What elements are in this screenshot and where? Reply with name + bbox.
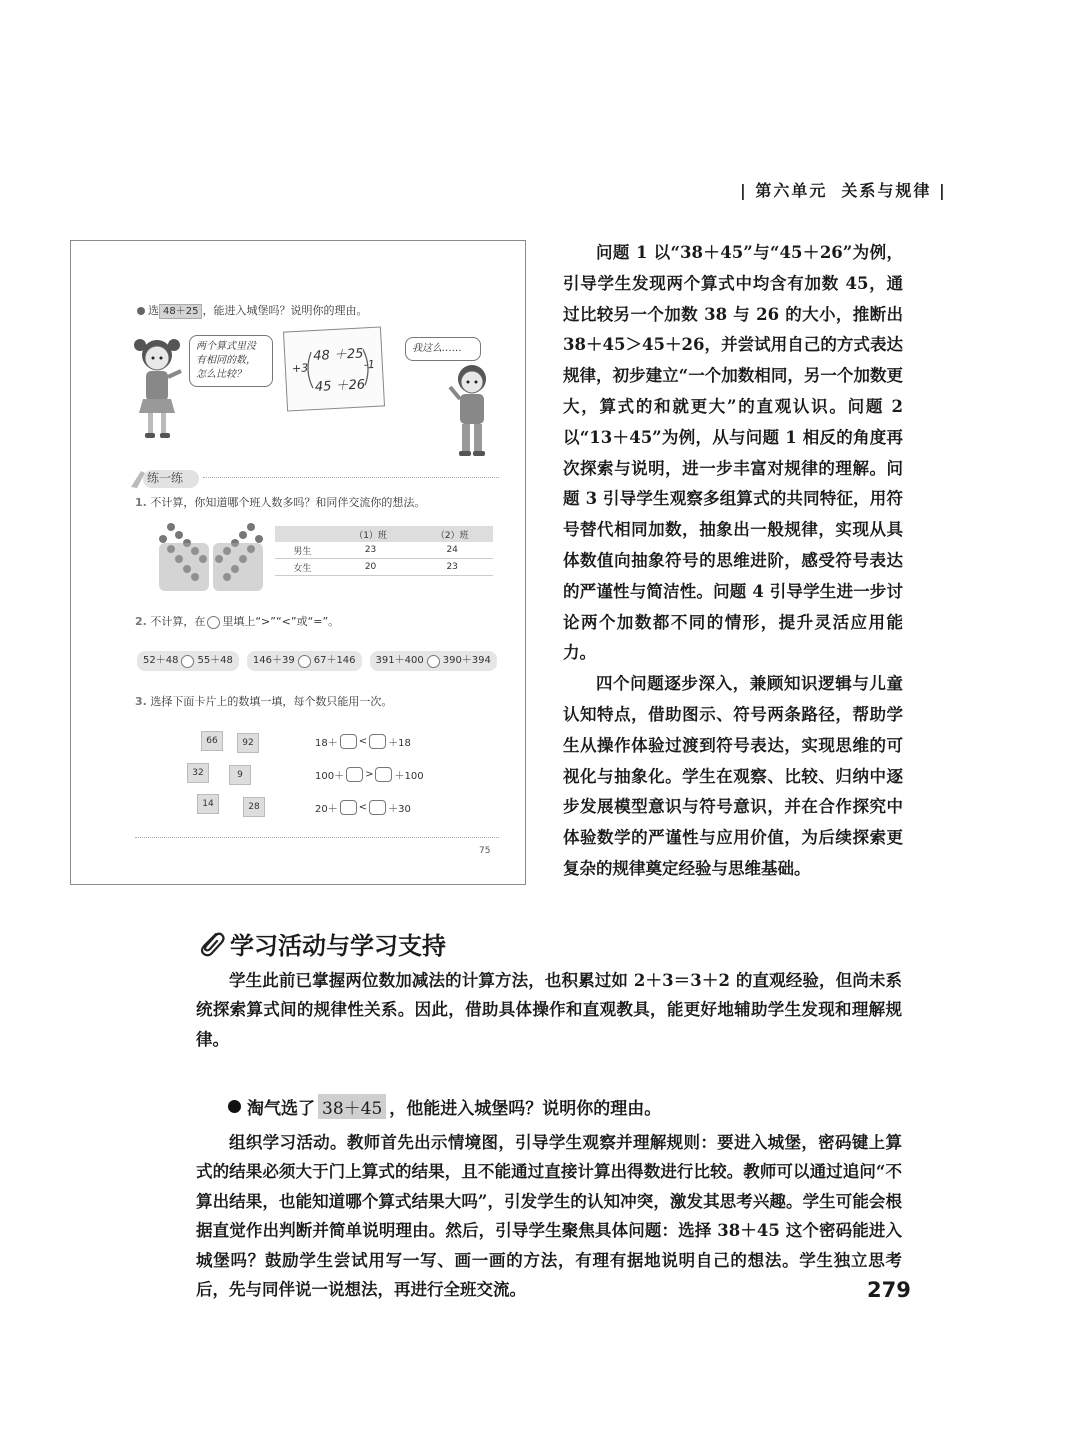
page-number: 279 [867, 1278, 911, 1302]
class-count-table [275, 526, 493, 576]
bracket-icon [303, 346, 375, 392]
table-header-row: （1）班 （2）班 [275, 526, 493, 542]
table-row: 男生 23 24 [275, 542, 493, 559]
commentary-paragraph: 问题 1 以“38＋45”与“45＋26”为例，引导学生发现两个算式中均含有加数 45，通过比较另一个加数 38 与 26 的大小，推断出 38＋45＞45＋26，并尝试用自己的方式表达规律，初步建立“一个加数相同，另一个加数更大，算式的和就更大”的直观认识。问题 2 以“13＋45”为例，从与问题 1 相反的角度再次探索与说明，进一步丰富对规律的理解。问题 3 引导学生观察多组算式的共同特征，用符号替代相同加数，抽象出一般规律，实现从具体数值向抽象符号的思维进阶，感受符号表达的严谨性与简洁性。问题 4 引导学生进一步讨论两个加数都不同的情形，提升灵活应用能力。 [563, 243, 903, 663]
answer-box[interactable] [375, 767, 392, 782]
boy-speech-bubble: 我这么…… [405, 337, 481, 361]
bullet-dot-icon [137, 307, 145, 315]
bullet-dot-icon [228, 1100, 241, 1113]
question-heading: 淘气选了 38＋45 ，他能进入城堡吗？说明你的理由。 [228, 1094, 661, 1119]
question-card: 38＋45 [318, 1094, 386, 1119]
textbook-page-image [70, 240, 526, 885]
number-card: 32 [187, 763, 209, 783]
answer-box[interactable] [369, 800, 386, 815]
commentary-text [563, 238, 903, 885]
header-unit: 第六单元 [755, 181, 828, 200]
inset-question: 选 48＋25 ，能进入城堡吗？说明你的理由。 [137, 302, 367, 319]
inset-page-number: 75 [479, 846, 491, 856]
paperclip-icon [196, 928, 226, 958]
exercise-2-prompt: 2. 不计算，在 里填上“>”“<”或“=”。 [135, 615, 340, 628]
blank-circle-icon [207, 616, 220, 629]
comparison-item: 146＋39 67＋146 [247, 651, 362, 671]
number-card: 28 [243, 797, 265, 817]
header-topic: 关系与规律 [841, 181, 932, 200]
practice-section-tag: 练一练 [129, 467, 201, 487]
number-card: 66 [201, 731, 223, 751]
table-row: 女生 20 23 [275, 559, 493, 576]
number-card: 14 [197, 794, 219, 814]
activity-text: 组织学习活动。教师首先出示情境图，引导学生观察并理解规则：要进入城堡，密码键上算式的结果必须大于门上算式的结果，且不能通过直接计算出得数进行比较。教师可以通过追问“不算出结果，也能知道哪个算式结果大吗”，引发学生的认知冲突，激发其思考兴趣。学生可能会根据直觉作出判断并简单说明理由。然后，引导学生聚焦具体问题：选择 38＋45 这个密码能进入城堡吗？鼓励学生尝试用写一写、画一画的方法，有理有据地说明自己的想法。学生独立思考后，先与同伴说一说想法，再进行全班交流。 [196, 1133, 902, 1300]
comparison-item: 391＋400 390＋394 [370, 651, 497, 671]
inset-question-card: 48＋25 [159, 304, 202, 319]
girl-character-icon [131, 331, 183, 443]
answer-box[interactable] [340, 734, 357, 749]
answer-circle[interactable] [298, 655, 311, 668]
students-crowd-icon [155, 519, 267, 597]
answer-circle[interactable] [181, 655, 194, 668]
exercise-1-prompt: 1. 不计算，你知道哪个班人数多吗？和同伴交流你的想法。 [135, 496, 426, 509]
running-header: | 第六单元 关系与规律 | [740, 181, 947, 200]
boy-character-icon [447, 359, 497, 459]
section-title: 学习活动与学习支持 [196, 926, 446, 960]
number-card: 9 [229, 765, 251, 785]
answer-circle[interactable] [427, 655, 440, 668]
commentary-paragraph: 四个问题逐步深入，兼顾知识逻辑与儿童认知特点，借助图示、符号两条路径，帮助学生从操作体验过渡到符号表达，实现思维的可视化与抽象化。学生在观察、比较、归纳中逐步发展模型意识与符号意识，并在合作探究中体验数学的严谨性与应用价值，为后续探索更复杂的规律奠定经验与思维基础。 [563, 674, 903, 878]
comparison-item: 52＋48 55＋48 [137, 651, 239, 671]
inequality-row: 20＋ < ＋30 [315, 802, 411, 815]
section-divider [203, 477, 499, 478]
answer-box[interactable] [340, 800, 357, 815]
footer-divider [135, 837, 499, 838]
answer-box[interactable] [369, 734, 386, 749]
inequality-row: 18＋ < ＋18 [315, 736, 411, 749]
section-intro: 学生此前已掌握两位数加减法的计算方法，也积累过如 2＋3＝3＋2 的直观经验，但尚未系统探索算式间的规律性关系。因此，借助具体操作和直观教具，能更好地辅助学生发现和理解规律。 [196, 971, 902, 1049]
comparison-row [137, 651, 497, 671]
number-card: 92 [237, 733, 259, 753]
inequality-row: 100＋ > ＋100 [315, 769, 424, 782]
working-paper: 48 ＋25 45 ＋26 +3 -1 [283, 326, 385, 411]
exercise-3-prompt: 3. 选择下面卡片上的数填一填，每个数只能用一次。 [135, 695, 393, 708]
answer-box[interactable] [346, 767, 363, 782]
girl-speech-bubble: 两个算式里没 有相同的数， 怎么比较？ [189, 335, 273, 387]
